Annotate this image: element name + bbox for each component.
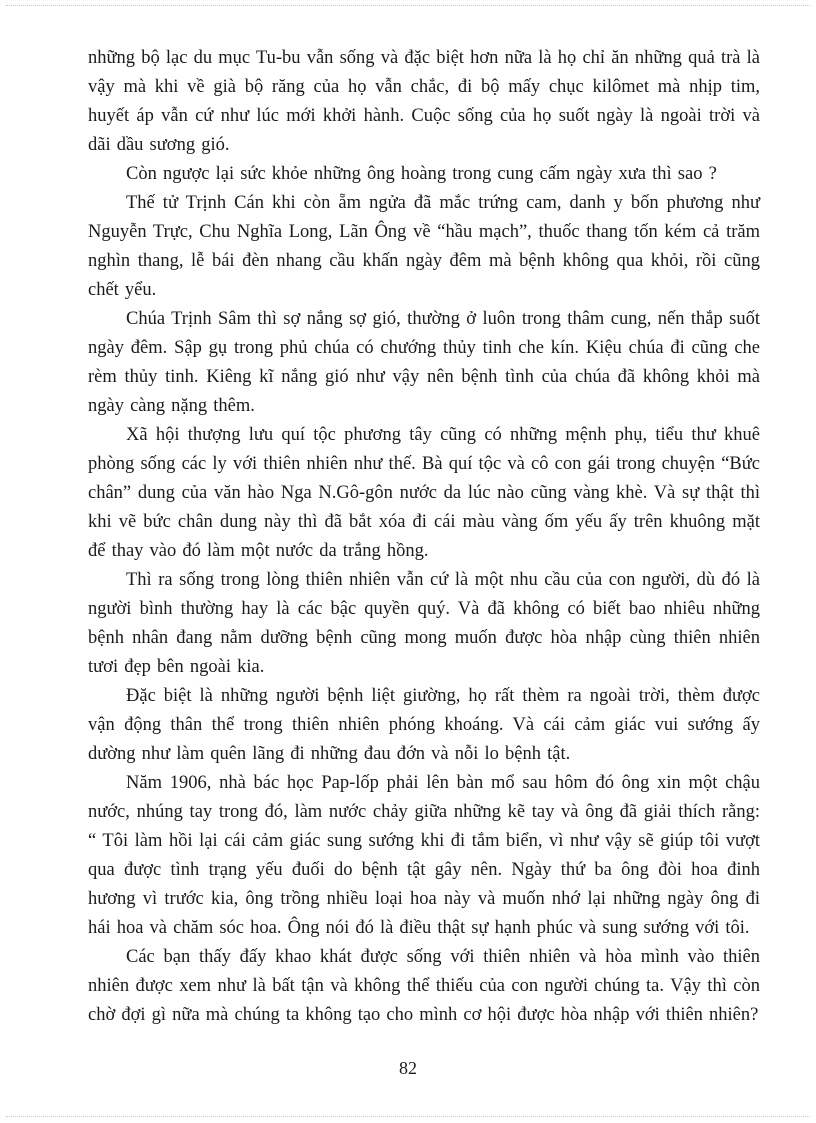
paragraph: Thì ra sống trong lòng thiên nhiên vẫn cứ là một nhu cầu của con người, dù đó là người bình thường hay là các bậc quyền quý. Và đã không có biết bao nhiêu những bệnh nhân đang nằm dưỡng bệnh cũng mong muốn được hòa nhập cùng thiên nhiên tươi đẹp bên ngoài kia.: [88, 570, 760, 677]
paragraph: Chúa Trịnh Sâm thì sợ nắng sợ gió, thường ở luôn trong thâm cung, nến thắp suốt ngày đêm. Sập gụ trong phủ chúa có chướng thủy tinh che kín. Kiệu chúa đi cũng che rèm thủy tinh. Kiêng kĩ nắng gió như vậy nên bệnh tình của chúa đã không khỏi mà ngày càng nặng thêm.: [88, 309, 760, 416]
paragraph: Còn ngược lại sức khỏe những ông hoàng trong cung cấm ngày xưa thì sao ?: [126, 164, 717, 184]
paragraph: Đặc biệt là những người bệnh liệt giường, họ rất thèm ra ngoài trời, thèm được vận động thân thể trong thiên nhiên phóng khoáng. Và cái cảm giác vui sướng ấy dường như làm quên lãng đi những đau đớn và nỗi lo bệnh tật.: [88, 686, 760, 764]
paragraph: Các bạn thấy đấy khao khát được sống với thiên nhiên và hòa mình vào thiên nhiên được xem như là bất tận và không thể thiếu của con người chúng ta. Vậy thì còn chờ đợi gì nữa mà chúng ta không tạo cho mình cơ hội được hòa nhập với thiên nhiên?: [88, 947, 760, 1025]
paragraph: Thế tử Trịnh Cán khi còn ẵm ngửa đã mắc trứng cam, danh y bốn phương như Nguyễn Trực, Chu Nghĩa Long, Lãn Ông về “hầu mạch”, thuốc thang tốn kém cả trăm nghìn thang, lễ bái đèn nhang cầu khấn ngày đêm mà bệnh không qua khỏi, rồi cũng chết yểu.: [88, 193, 760, 300]
paragraph: những bộ lạc du mục Tu-bu vẫn sống và đặc biệt hơn nữa là họ chỉ ăn những quả trà là vậy mà khi về già bộ răng của họ vẫn chắc, đi bộ mấy chục kilômet mà nhịp tim, huyết áp vẫn cứ như lúc mới khởi hành. Cuộc sống của họ suốt ngày là ngoài trời và dãi dầu sương gió.: [88, 48, 760, 155]
page-number: 82: [399, 1058, 417, 1078]
bottom-edge-guide: [6, 1116, 810, 1117]
paragraph: Năm 1906, nhà bác học Pap-lốp phải lên bàn mổ sau hôm đó ông xin một chậu nước, nhúng tay trong đó, làm nước chảy giữa những kẽ tay và ông đã giải thích rằng: “ Tôi làm hồi lại cái cảm giác sung sướng khi đi tắm biển, vì như vậy sẽ giúp tôi vượt qua được tình trạng yếu đuối do bệnh tật gây nên. Ngày thứ ba ông đòi hoa đinh hương vì trước kia, ông trồng nhiều loại hoa này và muốn nhớ lại những ngày ông đi hái hoa và chăm sóc hoa. Ông nói đó là điều thật sự hạnh phúc và sung sướng với tôi.: [88, 773, 760, 938]
paragraph: Xã hội thượng lưu quí tộc phương tây cũng có những mệnh phụ, tiểu thư khuê phòng sống các ly với thiên nhiên như thế. Bà quí tộc và cô con gái trong chuyện “Bức chân” dung của văn hào Nga N.Gô-gôn nước da lúc nào cũng vàng khè. Và sự thật thì khi vẽ bức chân dung này thì đã bắt xóa đi cái màu vàng ốm yếu ấy trên khuông mặt để thay vào đó làm một nước da trắng hồng.: [88, 425, 760, 561]
top-edge-guide: [6, 5, 810, 6]
text-block: [88, 44, 760, 1030]
